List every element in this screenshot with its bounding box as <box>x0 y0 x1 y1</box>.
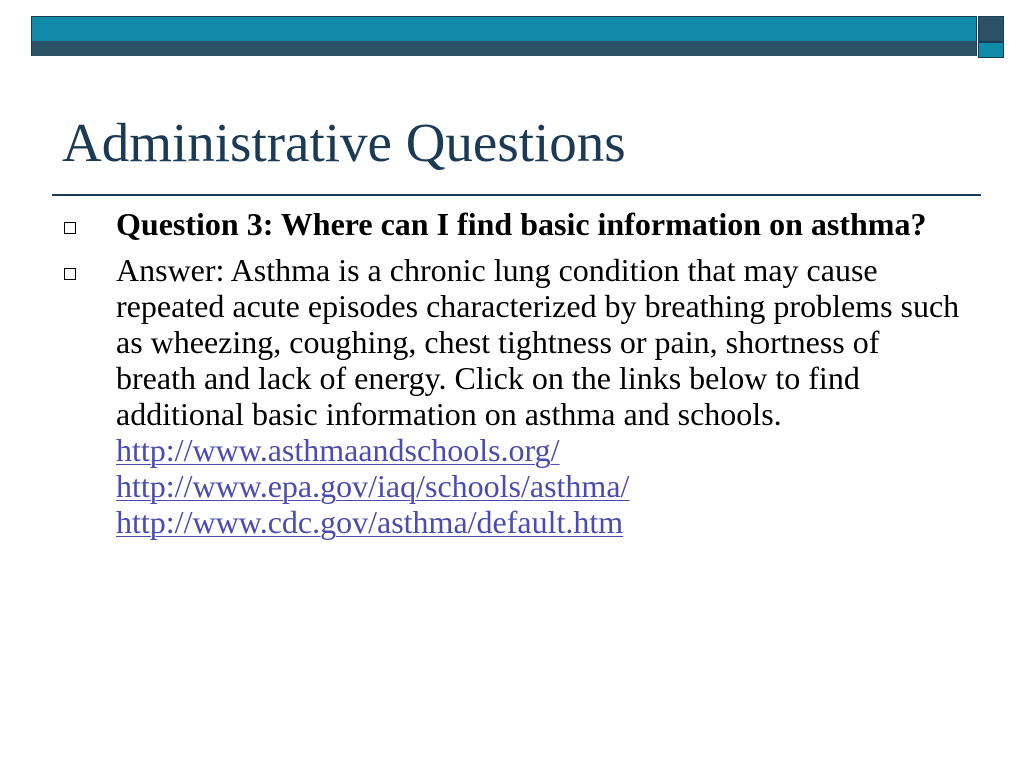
hollow-square-bullet-icon <box>64 222 76 234</box>
link-cdc-asthma[interactable]: http://www.cdc.gov/asthma/default.htm <box>116 504 624 540</box>
corner-decorative-block-bottom <box>978 42 1004 58</box>
corner-decorative-block-top <box>978 16 1004 42</box>
slide-title: Administrative Questions <box>62 112 626 173</box>
bullet-list <box>64 206 964 550</box>
bullet-item-answer <box>64 252 964 540</box>
link-asthmaandschools[interactable]: http://www.asthmaandschools.org/ <box>116 432 560 468</box>
question-text: Question 3: Where can I find basic information on asthma? <box>116 206 927 242</box>
bullet-item-question <box>64 206 964 242</box>
link-epa-asthma[interactable]: http://www.epa.gov/iaq/schools/asthma/ <box>116 468 630 504</box>
header-decorative-bar <box>31 16 977 56</box>
title-divider <box>52 194 981 196</box>
answer-text: Answer: Asthma is a chronic lung condition that may cause repeated acute episodes characterized by breathing problems such as wheezing, coughing, chest tightness or pain, shortness of breath and lack of energy. Click on the links below to find additional basic information on asthma and schools. <box>116 252 960 432</box>
hollow-square-bullet-icon <box>64 268 76 280</box>
header-bar-stripe <box>32 41 976 56</box>
